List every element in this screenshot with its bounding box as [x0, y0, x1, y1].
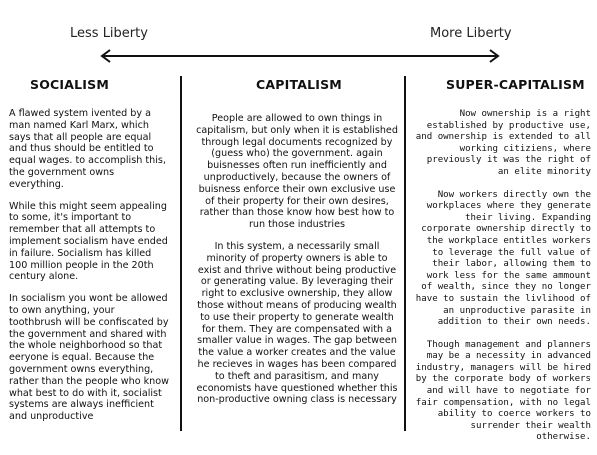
liberty-scale-arrow [100, 49, 500, 63]
super-capitalism-paragraph: Now ownership is a right established by productive use, and ownership is extended to all working citiziens, where previously it was the right of an elite minority [415, 109, 591, 177]
less-liberty-label: Less Liberty [70, 26, 148, 41]
capitalism-heading: CAPITALISM [256, 77, 342, 92]
socialism-column [9, 108, 169, 433]
super-capitalism-heading: SUPER-CAPITALISM [446, 77, 585, 92]
super-capitalism-paragraph: Though management and planners may be a necessity in advanced industry, managers will be hired by the corporate body of workers and will have to negotiate for fair compensation, with no legal ability to coerce workers to surrender their wealth otherwise. [415, 339, 591, 443]
capitalism-paragraph: In this system, a necessarily small minority of property owners is able to exist and thrive without being productive or generating value. By leveraging their right to exclusive ownership, they allow those without means of producing wealth to use their property to generate wealth for them. They are compensated with a smaller value in wages. The gap between the value a worker creates and the value he recieves in wages has been compared to theft and parasitism, and many economists have questioned whether this non-productive owning class is necessary [196, 240, 398, 406]
socialism-paragraph: A flawed system ivented by a man named Karl Marx, which says that all people are equal and thus should be entitled to equal wages. to accomplish this, the government owns everything. [9, 108, 166, 190]
socialism-heading: SOCIALISM [30, 77, 109, 92]
socialism-paragraph: While this might seem appealing to some, it's important to remember that all attempts to implement socialism have ended in failure. Socialism has killed 100 million people in the 20th century alone. [9, 200, 168, 283]
column-divider-right [404, 76, 406, 431]
socialism-paragraph: In socialism you wont be allowed to own anything, your toothbrush will be confiscated by the government and shared with the whole neighborhood so that eeryone is equal. Because the government owns everything, rather than the people who know what best to do with it, socialist systems are always inefficient and unproductive [9, 293, 169, 423]
capitalism-paragraph: People are allowed to own things in capitalism, but only when it is established through legal documents recognized by (guess who) the government. again buisnesses often run inefficiently and unproductively, because the owners of buisness enforce their own exclusive use of their property for their own desires, rather than those know how best how to run those industries [196, 113, 398, 231]
column-divider-left [180, 76, 182, 431]
super-capitalism-column [413, 109, 591, 455]
super-capitalism-paragraph: Now workers directly own the workplaces where they generate their living. Expanding corporate ownership directly to the workplace entitles workers to leverage the full value of their labor, allowing them to work less for the same ammount of wealth, since they no longer have to sustain the livlihood of an unproductive parasite in addition to their own needs. [415, 189, 591, 328]
capitalism-column [196, 113, 398, 416]
more-liberty-label: More Liberty [430, 26, 512, 41]
